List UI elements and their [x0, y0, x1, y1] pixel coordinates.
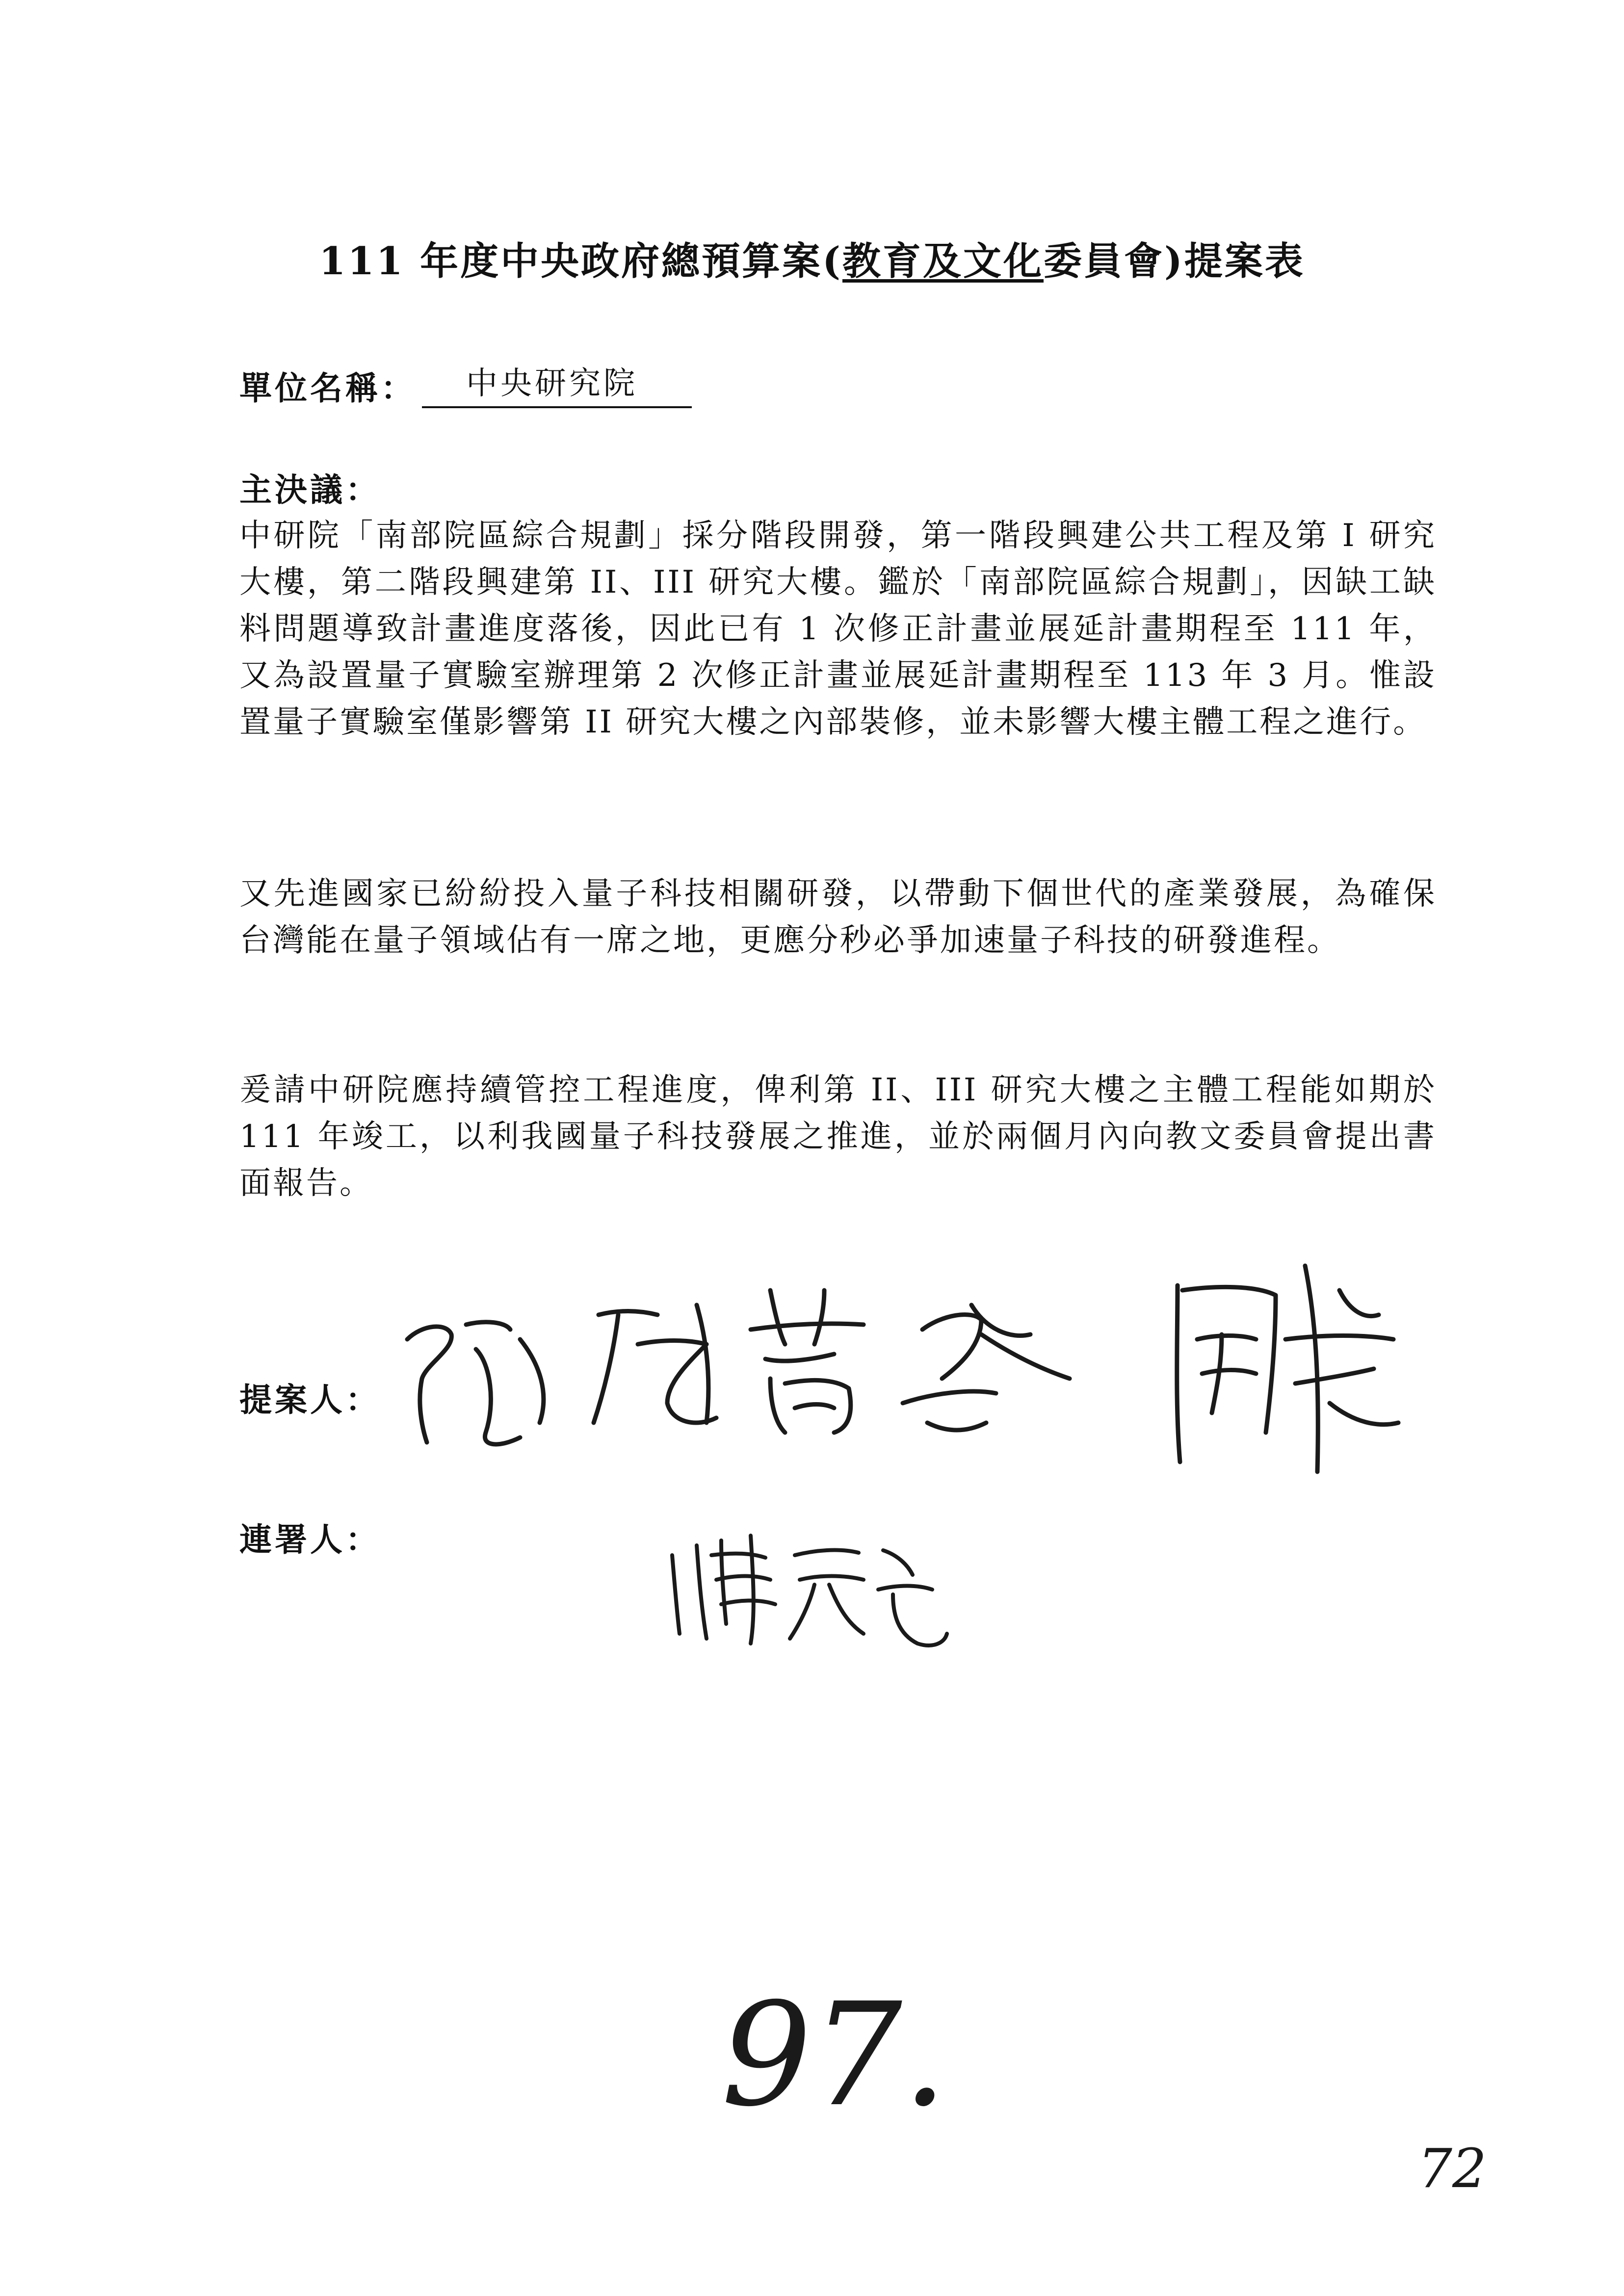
document-title	[0, 231, 1624, 286]
handwritten-page-number: 72	[1418, 2137, 1487, 2200]
cosigner-signature	[653, 1526, 957, 1653]
resolution-paragraph-3: 爰請中研院應持續管控工程進度，俾利第 II、III 研究大樓之主體工程能如期於 111 年竣工，以利我國量子科技發展之推進，並於兩個月內向教文委員會提出書面報告。	[239, 1072, 1437, 1201]
unit-value: 中央研究院	[422, 358, 692, 408]
resolution-label: 主決議：	[239, 471, 381, 509]
title-suffix: 委員會)提案表	[1044, 239, 1305, 284]
handwritten-serial-number: 97.	[721, 1973, 948, 2138]
proposer-signatures	[393, 1217, 1447, 1491]
unit-label: 單位名稱：	[239, 369, 416, 407]
title-prefix: 111 年度中央政府總預算案(	[319, 239, 842, 284]
title-committee: 教育及文化	[842, 239, 1044, 284]
resolution-paragraph-2: 又先進國家已紛紛投入量子科技相關研發，以帶動下個世代的產業發展，為確保台灣能在量子領域佔有一席之地，更應分秒必爭加速量子科技的研發進程。	[239, 876, 1437, 959]
resolution-paragraph-1: 中研院「南部院區綜合規劃」採分階段開發，第一階段興建公共工程及第 I 研究大樓，第二階段興建第 II、III 研究大樓。鑑於「南部院區綜合規劃」，因缺工缺料問題導致計畫進度落後，因此已有 1 次修正計畫並展延計畫期程至 111 年，又為設置量子實驗室辦理第 2 次修正計畫並展延計畫期程至 113 年 3 月。惟設置量子實驗室僅影響第 II 研究大樓之內部裝修，並未影響大樓主體工程之進行。	[239, 518, 1437, 740]
proposer-label: 提案人：	[239, 1381, 381, 1419]
cosigner-label: 連署人：	[239, 1521, 381, 1559]
